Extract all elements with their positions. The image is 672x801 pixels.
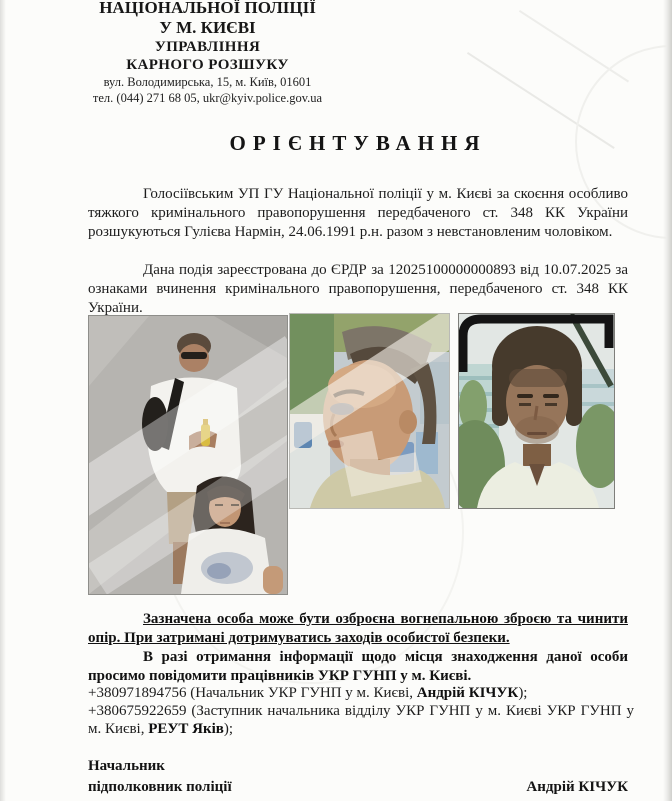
contact-line-2 [88,702,634,738]
photo-suspect-male-face-graphic [459,314,614,508]
photo-suspects-walking-graphic [89,316,287,594]
letterhead-dept-line2: КАРНОГО РОЗШУКУ [126,57,289,73]
contact-line-1 [88,684,634,702]
contact-1-name: Андрій КІЧУК [416,685,519,701]
photo-suspect-male-face [458,313,615,509]
paragraph-contact-request: В разі отримання інформації щодо місця знаходження даної особи просимо повідомити працівників УКР ГУНП у м. Києві. [88,649,628,684]
letterhead-org-line1: НАЦІОНАЛЬНОЇ ПОЛІЦІЇ [99,0,316,17]
contact-phone-list [88,684,634,738]
signature-position-line1: Начальник [88,758,165,774]
signature-position-line2: підполковник поліції [88,779,232,795]
letterhead-org-line2: У М. КИЄВІ [159,18,256,37]
scan-edge-right [663,0,672,801]
scan-edge-left [0,0,6,801]
paragraph-case-description: Голосіївським УП ГУ Національної поліції у м. Києві за скоєння особливо тяжкого кримінального правопорушення передбаченого ст. 348 КК України розшукуються Гулієва Нармін, 24.06.1991 р.н. разом з невстановленим чоловіком. [88,186,628,240]
letterhead-phone-email: тел. (044) 271 68 05, ukr@kyiv.police.gov.ua [92,91,323,105]
signature-name: Андрій КІЧУК [526,779,628,795]
photo-suspect-female-face-graphic [290,314,449,508]
photo-suspects-walking [88,315,288,595]
letterhead-address: вул. Володимирська, 15, м. Київ, 01601 [103,75,312,89]
contact-1-text: +380971894756 (Начальник УКР ГУНП у м. Києві, [88,685,417,701]
letterhead [0,0,415,106]
paragraph-registration: Дана подія зареєстрована до ЄРДР за 12025100000000893 від 10.07.2025 за ознаками вчинення кримінального правопорушення, передбаченого ст. 348 КК України. [88,262,628,316]
contact-2-suffix: ); [223,721,234,737]
contact-2-text: +380675922659 (Заступник начальника відділу УКР ГУНП у м. Києві УКР ГУНП у м. Києві, [88,703,634,737]
photo-suspect-female-face [289,313,450,509]
document-title: ОРІЄНТУВАННЯ [229,131,487,155]
contact-2-name: РЕУТ Яків [148,721,224,737]
paragraph-warning: Зазначена особа може бути озброєна вогнепальною зброєю та чинити опір. При затримані дотримуватись заходів особистої безпеки. [88,611,628,646]
letterhead-dept-line1: УПРАВЛІННЯ [154,39,261,55]
signature-block [88,756,628,798]
contact-1-suffix: ); [518,685,528,701]
